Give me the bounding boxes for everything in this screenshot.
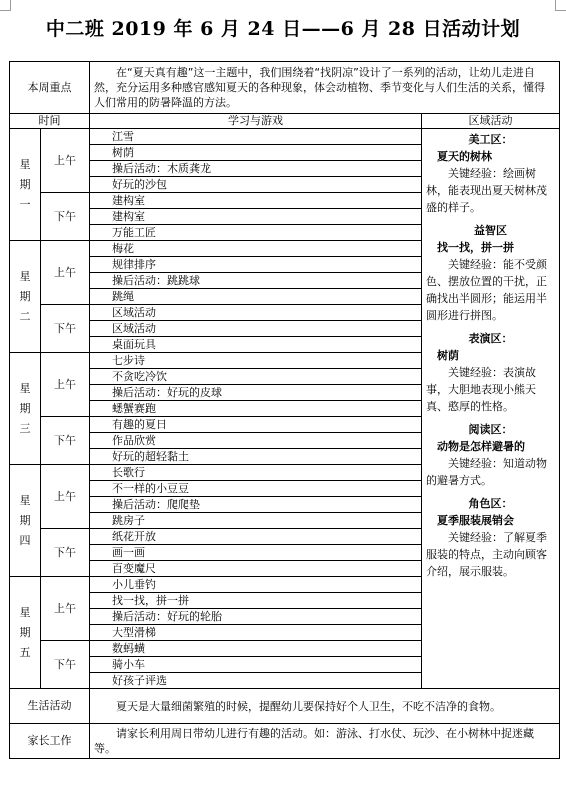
area-theme: 动物是怎样避暑的	[437, 440, 525, 453]
activity-cell: 跳房子	[90, 513, 422, 529]
activity-cell: 纸花开放	[90, 529, 422, 545]
day-label-char: 星	[19, 493, 31, 507]
day-label-char: 期	[19, 289, 31, 303]
activity-cell: 七步诗	[90, 353, 422, 369]
life-activity-row	[10, 689, 560, 724]
day-label	[10, 353, 41, 465]
day-label-char: 星	[19, 157, 31, 171]
crop-mark-top-left	[0, 0, 11, 11]
day-label-char: 五	[19, 645, 31, 659]
morning-label: 上午	[41, 577, 90, 641]
activity-cell: 大型滑梯	[90, 625, 422, 641]
activity-cell: 操后活动：好玩的皮球	[90, 385, 422, 401]
day-label-char: 二	[19, 309, 31, 323]
activity-cell: 万能工匠	[90, 225, 422, 241]
focus-row	[10, 62, 560, 114]
morning-label: 上午	[41, 129, 90, 193]
activity-cell: 好玩的超轻黏土	[90, 449, 422, 465]
day-label-char: 星	[19, 381, 31, 395]
activity-cell: 规律排序	[90, 257, 422, 273]
parent-work-label: 家长工作	[10, 724, 90, 759]
header-time: 时间	[10, 114, 90, 129]
activity-cell: 好玩的沙包	[90, 177, 422, 193]
activity-cell: 长歌行	[90, 465, 422, 481]
day-label-char: 四	[19, 533, 31, 547]
day-label-char: 期	[19, 177, 31, 191]
area-name: 阅读区：	[468, 423, 513, 436]
morning-label: 上午	[41, 241, 90, 305]
page-title: 中二班 2019 年 6 月 24 日——6 月 28 日活动计划	[45, 18, 521, 40]
afternoon-label: 下午	[41, 193, 90, 241]
area-name: 角色区：	[468, 497, 513, 510]
day-label-char: 期	[19, 513, 31, 527]
day-label	[10, 465, 41, 577]
parent-work-row	[10, 724, 560, 759]
activity-cell: 江雪	[90, 129, 422, 145]
area-theme: 夏季服装展销会	[437, 514, 514, 527]
activity-cell: 建构室	[90, 209, 422, 225]
area-theme: 找一找，拼一拼	[437, 241, 514, 254]
afternoon-label: 下午	[41, 529, 90, 577]
activity-cell: 操后活动：好玩的轮胎	[90, 609, 422, 625]
area-key-experience: 关键经验：了解夏季服装的特点，主动向顾客介绍，展示服装。	[426, 531, 547, 578]
area-activities-cell	[422, 129, 560, 689]
activity-cell: 区域活动	[90, 321, 422, 337]
activity-cell: 梅花	[90, 241, 422, 257]
activity-cell: 作品欣赏	[90, 433, 422, 449]
activity-cell: 画一画	[90, 545, 422, 561]
focus-text: 在“夏天真有趣”这一主题中，我们围绕着“找阴凉”设计了一系列的活动，让幼儿走进自然，充分运用多种感官感知夏天的各种现象，体会动植物、季节变化与人们生活的关系，懂得人们常用的防暑降温的方法。	[90, 62, 560, 114]
header-row	[10, 114, 560, 129]
life-activity-label: 生活活动	[10, 689, 90, 724]
day-label-char: 期	[19, 401, 31, 415]
activity-cell: 区域活动	[90, 305, 422, 321]
activity-cell: 有趣的夏日	[90, 417, 422, 433]
area-key-experience: 关键经验：绘画树林，能表现出夏天树林茂盛的样子。	[426, 167, 547, 214]
life-activity-text: 夏天是大量细菌繁殖的时候，提醒幼儿要保持好个人卫生，不吃不洁净的食物。	[90, 689, 560, 724]
focus-label: 本周重点	[10, 62, 90, 114]
activity-plan-table	[9, 61, 560, 759]
area-theme: 夏天的树林	[437, 150, 492, 163]
activity-cell: 百变魔尺	[90, 561, 422, 577]
area-name: 益智区	[474, 224, 507, 237]
day-label	[10, 129, 41, 241]
day-label-char: 星	[19, 269, 31, 283]
morning-label: 上午	[41, 353, 90, 417]
activity-cell: 操后活动：爬爬垫	[90, 497, 422, 513]
day-label-char: 期	[19, 625, 31, 639]
area-theme: 树荫	[437, 349, 459, 362]
afternoon-label: 下午	[41, 417, 90, 465]
afternoon-label: 下午	[41, 305, 90, 353]
activity-cell: 蟋蟹赛跑	[90, 401, 422, 417]
day-label-char: 一	[19, 197, 31, 211]
day-label-char: 三	[19, 421, 31, 435]
area-name: 表演区：	[468, 332, 513, 345]
activity-cell: 数蚂蟥	[90, 641, 422, 657]
activity-cell: 跳绳	[90, 289, 422, 305]
activity-cell: 骑小车	[90, 657, 422, 673]
activity-cell: 操后活动：跳跳球	[90, 273, 422, 289]
activity-cell: 建构室	[90, 193, 422, 209]
plan-table-body	[10, 62, 560, 759]
header-area: 区域活动	[422, 114, 560, 129]
day-label	[10, 241, 41, 353]
activity-cell: 找一找，拼一拼	[90, 593, 422, 609]
parent-work-text: 请家长利用周日带幼儿进行有趣的活动。如：游泳、打水仗、玩沙、在小树林中捉迷藏等。	[90, 724, 560, 759]
activity-cell: 不一样的小豆豆	[90, 481, 422, 497]
crop-mark-top-right	[555, 0, 566, 11]
area-name: 美工区：	[468, 133, 513, 146]
activity-cell: 不贪吃冷饮	[90, 369, 422, 385]
activity-cell: 树荫	[90, 145, 422, 161]
activity-cell: 桌面玩具	[90, 337, 422, 353]
schedule-row	[10, 129, 560, 145]
day-label-char: 星	[19, 605, 31, 619]
activity-cell: 操后活动：木质龚龙	[90, 161, 422, 177]
area-key-experience: 关键经验：表演故事，大胆地表现小熊天真、憨厚的性格。	[426, 366, 536, 413]
afternoon-label: 下午	[41, 641, 90, 689]
morning-label: 上午	[41, 465, 90, 529]
activity-cell: 好孩子评选	[90, 673, 422, 689]
activity-cell: 小儿垂钓	[90, 577, 422, 593]
area-key-experience: 关键经验：知道动物的避暑方式。	[426, 457, 547, 487]
day-label	[10, 577, 41, 689]
header-learning: 学习与游戏	[90, 114, 422, 129]
area-key-experience: 关键经验：能不受颜色、摆放位置的干扰，正确找出半圆形；能运用半圆形进行拼图。	[426, 258, 547, 322]
